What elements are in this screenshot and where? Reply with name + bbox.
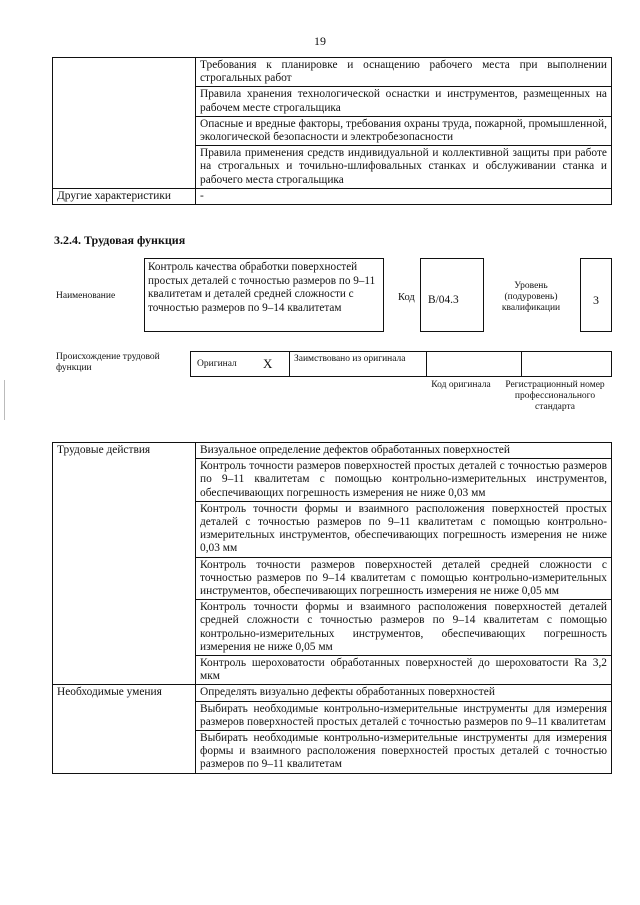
table-row bbox=[53, 685, 612, 701]
origin-label: Происхождение трудовой функции bbox=[56, 352, 160, 373]
reg-number-caption: Регистрационный номер профессионального стандарта bbox=[505, 380, 605, 412]
name-label: Наименование bbox=[56, 291, 116, 301]
original-mark: X bbox=[263, 356, 273, 371]
table-row bbox=[53, 58, 612, 87]
borrowed-cell bbox=[289, 351, 427, 377]
code-value-box: В/04.3 bbox=[420, 258, 484, 332]
level-label: Уровень (подуровень) квалификации bbox=[501, 281, 561, 313]
group-label-actions: Трудовые действия bbox=[53, 443, 196, 685]
knowledge-table bbox=[52, 57, 612, 205]
table-label-cell: Другие характеристики bbox=[53, 188, 196, 204]
code-original-caption: Код оригинала bbox=[431, 380, 491, 390]
table-cell: Правила применения средств индивидуальной и коллективной защиты при работе на строгальных и точильно-шлифовальных станках и обслуживании станка и рабочего места строгальщика bbox=[196, 146, 612, 189]
table-cell: Выбирать необходимые контрольно-измерительные инструменты для измерения формы и взаимного расположения поверхностей простых деталей с точностью размеров по 9–11 квалитетам bbox=[196, 731, 612, 774]
table-cell: Контроль точности размеров поверхностей простых деталей с точностью размеров по 9–11 квалитетам с помощью контрольно-измерительных инструментов, обеспечивающих погрешность измерения не ниже 0,03 мм bbox=[196, 459, 612, 502]
table-label-cell bbox=[53, 58, 196, 189]
main-table bbox=[52, 442, 612, 774]
code-label: Код bbox=[398, 292, 415, 303]
table-cell: Контроль точности формы и взаимного расположения поверхностей деталей средней сложности с точностью размеров по 9–14 квалитетам с помощью контрольно-измерительных инструментов, обеспечивающих погрешность измерения не ниже 0,05 мм bbox=[196, 600, 612, 656]
table-cell: Требования к планировке и оснащению рабочего места при выполнении строгальных работ bbox=[196, 58, 612, 87]
original-label: Оригинал bbox=[197, 359, 237, 369]
table-cell: Выбирать необходимые контрольно-измерительные инструменты для измерения размеров поверхностей простых деталей с точностью размеров по 9–11 квалитетам bbox=[196, 701, 612, 730]
table-cell: Контроль шероховатости обработанных поверхностей до шероховатости Ra 3,2 мкм bbox=[196, 656, 612, 685]
level-value-box: 3 bbox=[580, 258, 612, 332]
code-original-cell bbox=[426, 351, 522, 377]
table-row bbox=[53, 188, 612, 204]
page-number: 19 bbox=[314, 34, 326, 48]
borrowed-label: Заимствовано из оригинала bbox=[294, 354, 406, 364]
reg-number-cell bbox=[521, 351, 612, 377]
table-row bbox=[53, 443, 612, 459]
table-cell: Определять визуально дефекты обработанных поверхностей bbox=[196, 685, 612, 701]
table-cell: Контроль точности размеров поверхностей деталей средней сложности с точностью размеров по 9–14 квалитетам с помощью контрольно-измерительных инструментов, обеспечивающих погрешность измерения не ниже 0,05 мм bbox=[196, 557, 612, 600]
original-cell bbox=[190, 351, 290, 377]
table-cell: - bbox=[196, 188, 612, 204]
table-cell: Визуальное определение дефектов обработанных поверхностей bbox=[196, 443, 612, 459]
table-cell: Опасные и вредные факторы, требования охраны труда, пожарной, промышленной, экологической безопасности и электробезопасности bbox=[196, 116, 612, 145]
group-label-skills: Необходимые умения bbox=[53, 685, 196, 773]
function-name-box: Контроль качества обработки поверхностей простых деталей с точностью размеров по 9–11 квалитетам и деталей средней сложности с точностью размеров по 9–14 квалитетам bbox=[144, 258, 384, 332]
table-cell: Контроль точности формы и взаимного расположения поверхностей простых деталей с точностью размеров по 9–11 квалитетам с помощью контрольно-измерительных инструментов, обеспечивающих погрешность измерения не ниже 0,03 мм bbox=[196, 501, 612, 557]
section-title: 3.2.4. Трудовая функция bbox=[54, 233, 186, 247]
table-cell: Правила хранения технологической оснастки и инструментов, размещенных на рабочем месте строгальщика bbox=[196, 87, 612, 116]
scan-edge-mark bbox=[4, 380, 5, 420]
